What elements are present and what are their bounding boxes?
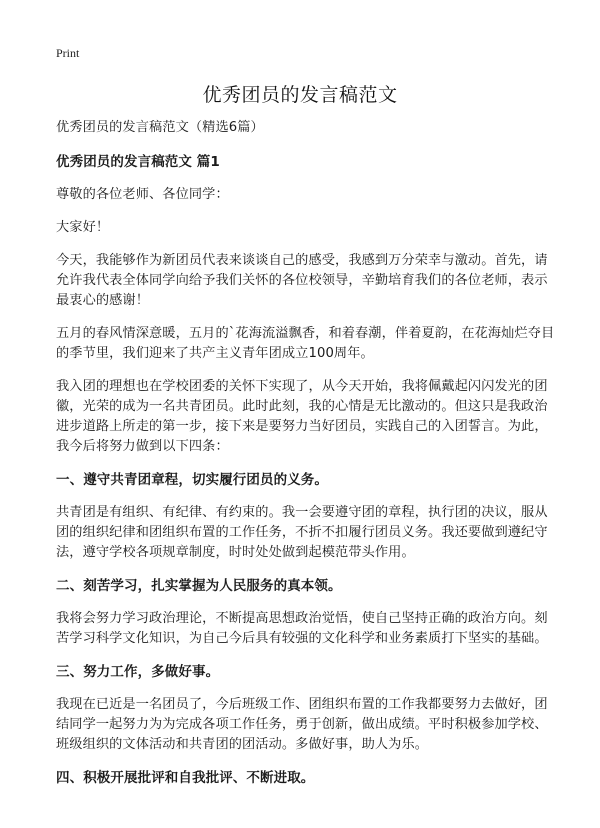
section-heading-3: 三、努力工作，多做好事。: [56, 664, 220, 680]
section-body-3: 我现在已近是一名团员了，今后班级工作、团组织布置的工作我都要努力去做好，团结同学一起努力为为完成各项工作任务，勇于创新，做出成绩。平时积极参加学校、班级组织的文体活动和共青团的团活动。多做好事，助人为乐。: [56, 697, 548, 752]
section-heading-1: 一、遵守共青团章程，切实履行团员的义务。: [56, 472, 328, 488]
paragraph-intro: 今天，我能够作为新团员代表来谈谈自己的感受，我感到万分荣幸与激动。首先，请允许我代表全体同学向给予我们关怀的各位校领导，辛勤培育我们的各位老师，表示最衷心的感谢！: [56, 253, 548, 308]
print-link[interactable]: Print: [56, 46, 80, 60]
document-subtitle: 优秀团员的发言稿范文（精选6篇）: [56, 120, 264, 135]
greeting: 大家好！: [56, 220, 110, 235]
paragraph-ideal: 我入团的理想也在学校团委的关怀下实现了，从今天开始，我将佩戴起闪闪发光的团徽，光荣的成为一名共青团员。此时此刻，我的心情是无比激动的。但这只是我政治进步道路上所走的第一步，接下来是要努力当好团员，实践自己的入团誓言。为此，我今后将努力做到以下四条：: [56, 379, 548, 454]
section-body-2: 我将会努力学习政治理论，不断提高思想政治觉悟，使自己坚持正确的政治方向。刻苦学习科学文化知识，为自己今后具有较强的文化科学和业务素质打下坚实的基础。: [56, 611, 548, 646]
section-body-1: 共青团是有组织、有纪律、有约束的。我一会要遵守团的章程，执行团的决议，服从团的组织纪律和团组织布置的工作任务，不折不扣履行团员义务。我还要做到遵纪守法，遵守学校各项规章制度，时时处处做到起模范带头作用。: [56, 505, 548, 560]
section-heading-4: 四、积极开展批评和自我批评、不断进取。: [56, 770, 315, 786]
part-heading: 优秀团员的发言稿范文 篇1: [56, 154, 220, 170]
salutation: 尊敬的各位老师、各位同学：: [56, 187, 229, 202]
section-heading-2: 二、刻苦学习，扎实掌握为人民服务的真本领。: [56, 578, 342, 594]
paragraph-may: 五月的春风情深意暖，五月的`花海流溢飘香，和着春潮，伴着夏韵，在花海灿烂夺目的季节里，我们迎来了共产主义青年团成立100周年。: [56, 326, 555, 361]
page-title: 优秀团员的发言稿范文: [202, 84, 398, 106]
document-body: [56, 118, 556, 801]
